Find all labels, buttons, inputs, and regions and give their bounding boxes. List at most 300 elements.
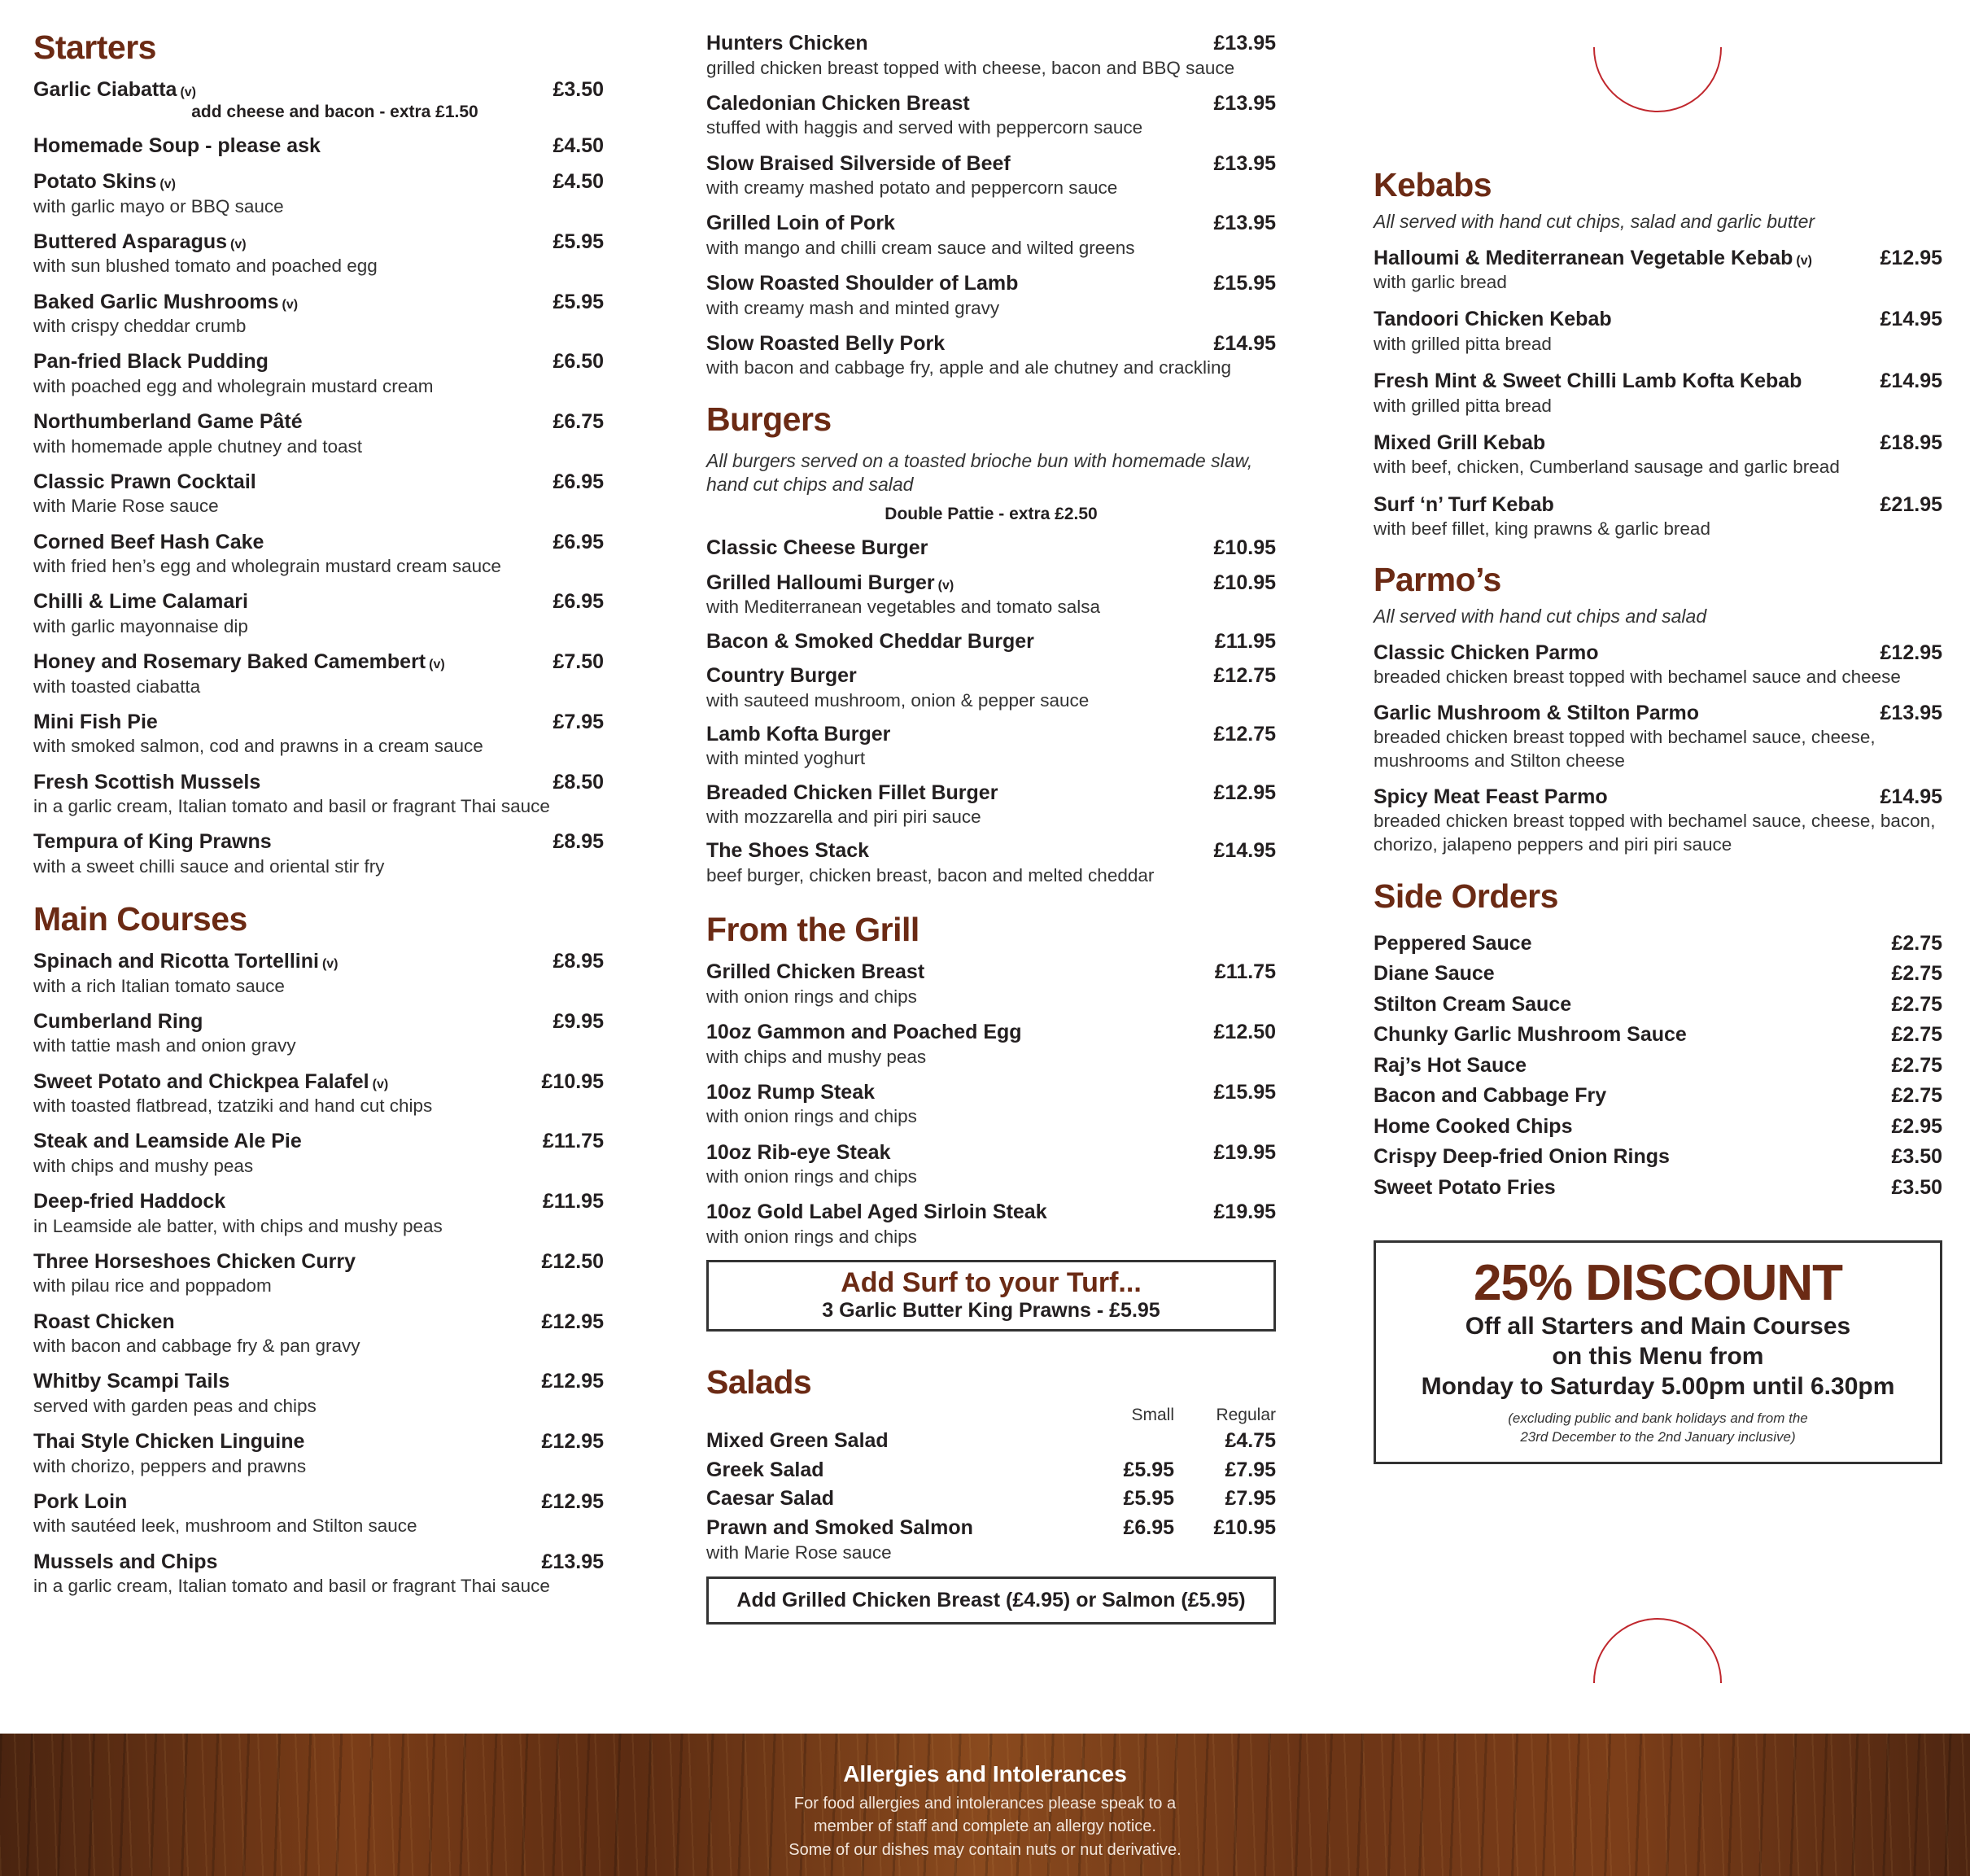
item-name bbox=[1374, 1144, 1670, 1170]
item-description: with garlic mayo or BBQ sauce bbox=[33, 195, 284, 216]
salad-addon-box: Add Grilled Chicken Breast (£4.95) or Salmon (£5.95) bbox=[706, 1576, 1276, 1625]
item-price: £14.95 bbox=[1880, 308, 1942, 331]
item-name-text: Garlic Mushroom & Stilton Parmo bbox=[1374, 701, 1700, 724]
item-name-text: Spinach and Ricotta Tortellini bbox=[33, 950, 319, 973]
item-name bbox=[706, 571, 954, 596]
burgers-section bbox=[706, 401, 1276, 888]
item-price: £14.95 bbox=[1880, 785, 1942, 808]
item-price: £5.95 bbox=[553, 230, 604, 253]
item-price: £13.95 bbox=[1213, 212, 1276, 235]
salad-price-small: £5.95 bbox=[1123, 1458, 1174, 1481]
item-name-text: Hunters Chicken bbox=[706, 32, 868, 55]
item-name-text: Breaded Chicken Fillet Burger bbox=[706, 781, 998, 804]
grill-list bbox=[706, 960, 1276, 1248]
menu-item bbox=[33, 1310, 604, 1358]
section-title: Starters bbox=[33, 28, 156, 66]
item-price: £2.95 bbox=[1891, 1114, 1942, 1138]
menu-item bbox=[706, 663, 1276, 712]
menu-item-row bbox=[1374, 1022, 1942, 1047]
item-name bbox=[1374, 701, 1699, 726]
menu-item-row bbox=[1374, 369, 1942, 394]
footer-line: member of staff and complete an allergy notice. bbox=[814, 1817, 1156, 1835]
item-name bbox=[706, 211, 895, 236]
item-price: £10.95 bbox=[541, 1069, 604, 1093]
item-price: £14.95 bbox=[1213, 839, 1276, 863]
item-description: with tattie mash and onion gravy bbox=[33, 1035, 296, 1056]
section-title: Parmo’s bbox=[1374, 561, 1501, 599]
menu-item bbox=[33, 829, 604, 878]
item-description: in a garlic cream, Italian tomato and basil or fragrant Thai sauce bbox=[33, 796, 550, 817]
item-price: £3.50 bbox=[1891, 1145, 1942, 1169]
menu-item bbox=[1374, 431, 1942, 479]
item-description: with grilled pitta bread bbox=[1374, 333, 1552, 354]
item-description: breaded chicken breast topped with bechamel sauce and cheese bbox=[1374, 667, 1901, 688]
menu-item-row bbox=[1374, 246, 1942, 271]
menu-item-row bbox=[1374, 992, 1942, 1017]
item-price: £3.50 bbox=[553, 78, 604, 102]
discount-box bbox=[1374, 1240, 1942, 1464]
item-price: £11.95 bbox=[1214, 629, 1276, 653]
item-name-text: Chilli & Lime Calamari bbox=[33, 590, 248, 614]
item-name bbox=[33, 1069, 388, 1095]
item-name-text: Pork Loin bbox=[33, 1489, 128, 1513]
menu-item-row bbox=[33, 1550, 604, 1575]
item-name bbox=[1374, 1114, 1572, 1139]
salad-name: Prawn and Smoked Salmon bbox=[706, 1515, 973, 1539]
allergy-footer bbox=[0, 1734, 1970, 1876]
item-name bbox=[1374, 307, 1612, 332]
menu-item bbox=[33, 649, 604, 698]
item-name-text: Steak and Leamside Ale Pie bbox=[33, 1130, 302, 1153]
item-description: with garlic mayonnaise dip bbox=[33, 615, 248, 636]
item-name-text: Tandoori Chicken Kebab bbox=[1374, 308, 1612, 331]
item-name-text: Mini Fish Pie bbox=[33, 710, 158, 733]
item-name-text: 10oz Gammon and Poached Egg bbox=[706, 1021, 1022, 1044]
menu-item-row bbox=[706, 331, 1276, 356]
item-name bbox=[33, 1550, 217, 1575]
item-price: £2.75 bbox=[1891, 992, 1942, 1016]
item-name-text: Sweet Potato Fries bbox=[1374, 1175, 1556, 1199]
menu-item-row bbox=[706, 271, 1276, 296]
item-name bbox=[33, 1189, 225, 1214]
menu-item-row bbox=[33, 589, 604, 614]
item-name bbox=[706, 31, 868, 56]
menu-item bbox=[33, 1129, 604, 1178]
item-price: £13.95 bbox=[1213, 32, 1276, 55]
section-title: Main Courses bbox=[33, 900, 247, 938]
menu-item bbox=[33, 1069, 604, 1118]
item-name bbox=[706, 271, 1018, 296]
item-name bbox=[706, 536, 928, 561]
item-name bbox=[1374, 492, 1554, 518]
menu-item bbox=[33, 409, 604, 458]
item-price: £11.95 bbox=[542, 1190, 604, 1213]
menu-item bbox=[33, 770, 604, 819]
salad-name: Mixed Green Salad bbox=[706, 1429, 889, 1453]
discount-line: on this Menu from bbox=[1552, 1343, 1764, 1371]
vegetarian-marker: (v) bbox=[230, 237, 247, 251]
item-name bbox=[706, 663, 857, 689]
item-price: £19.95 bbox=[1213, 1140, 1276, 1164]
sides-list bbox=[1374, 931, 1942, 1200]
menu-item-row bbox=[706, 838, 1276, 864]
item-price: £10.95 bbox=[1213, 536, 1276, 560]
item-name bbox=[1374, 431, 1545, 456]
item-price: £6.95 bbox=[553, 530, 604, 553]
item-name-text: Grilled Loin of Pork bbox=[706, 212, 895, 235]
item-description: with onion rings and chips bbox=[706, 1226, 917, 1247]
menu-item bbox=[33, 290, 604, 339]
vegetarian-marker: (v) bbox=[937, 578, 954, 593]
item-name bbox=[1374, 641, 1599, 666]
mains-list bbox=[33, 949, 604, 1598]
menu-item bbox=[706, 1080, 1276, 1129]
item-description: with toasted ciabatta bbox=[33, 676, 201, 697]
item-name-text: Grilled Chicken Breast bbox=[706, 960, 925, 984]
item-extra: add cheese and bacon - extra £1.50 bbox=[191, 102, 478, 121]
item-name bbox=[33, 1129, 302, 1154]
item-name bbox=[33, 829, 272, 855]
item-price: £4.50 bbox=[553, 133, 604, 157]
item-description: with sauteed mushroom, onion & pepper sauce bbox=[706, 689, 1090, 711]
item-name-text: Northumberland Game Pâté bbox=[33, 410, 303, 434]
item-name-text: Roast Chicken bbox=[33, 1310, 175, 1333]
vegetarian-marker: (v) bbox=[180, 85, 197, 100]
section-title: Burgers bbox=[706, 400, 832, 438]
item-name bbox=[1374, 992, 1571, 1017]
menu-item-row bbox=[33, 949, 604, 974]
menu-item bbox=[1374, 1175, 1942, 1200]
item-name-text: 10oz Rump Steak bbox=[706, 1080, 876, 1104]
menu-item-row bbox=[1374, 431, 1942, 456]
menu-item-row bbox=[706, 722, 1276, 747]
menu-item-row bbox=[1374, 492, 1942, 518]
menu-item bbox=[706, 960, 1276, 1008]
item-name-text: Bacon and Cabbage Fry bbox=[1374, 1084, 1607, 1108]
item-name bbox=[33, 133, 321, 159]
item-name-text: Sweet Potato and Chickpea Falafel bbox=[33, 1069, 369, 1093]
item-price: £21.95 bbox=[1880, 492, 1942, 516]
menu-item-row bbox=[33, 1489, 604, 1515]
item-name bbox=[1374, 1083, 1606, 1109]
starters-section bbox=[33, 29, 604, 878]
item-name-text: Mussels and Chips bbox=[33, 1550, 218, 1573]
item-name bbox=[706, 1140, 891, 1165]
menu-item-row bbox=[706, 571, 1276, 596]
item-name-text: Country Burger bbox=[706, 664, 857, 688]
menu-item bbox=[33, 1550, 604, 1598]
menu-item bbox=[33, 1189, 604, 1238]
salad-name: Caesar Salad bbox=[706, 1487, 835, 1511]
item-name bbox=[706, 960, 924, 985]
salad-price-regular: £7.95 bbox=[1225, 1487, 1276, 1511]
item-name bbox=[33, 770, 260, 795]
item-description: with a rich Italian tomato sauce bbox=[33, 975, 285, 996]
item-price: £2.75 bbox=[1891, 931, 1942, 955]
menu-item-row bbox=[706, 663, 1276, 689]
kebabs-list bbox=[1374, 246, 1942, 541]
item-name-text: Bacon & Smoked Cheddar Burger bbox=[706, 629, 1034, 653]
menu-item bbox=[706, 331, 1276, 380]
footer-line: For food allergies and intolerances please speak to a bbox=[793, 1795, 1177, 1813]
item-description: with smoked salmon, cod and prawns in a cream sauce bbox=[33, 736, 483, 757]
item-price: £11.75 bbox=[1214, 960, 1276, 984]
item-price: £12.75 bbox=[1213, 722, 1276, 746]
menu-item bbox=[33, 1009, 604, 1058]
menu-item-row bbox=[1374, 307, 1942, 332]
salad-column-headers bbox=[706, 1406, 1276, 1425]
item-description: with creamy mashed potato and peppercorn sauce bbox=[706, 177, 1118, 198]
parmos-intro: All served with hand cut chips and salad bbox=[1374, 606, 1707, 628]
item-description: in Leamside ale batter, with chips and mushy peas bbox=[33, 1215, 443, 1236]
item-description: with poached egg and wholegrain mustard cream bbox=[33, 375, 434, 396]
grill-section bbox=[706, 912, 1276, 1248]
salad-name: Greek Salad bbox=[706, 1458, 824, 1481]
menu-item-row bbox=[33, 470, 604, 495]
salads-section bbox=[706, 1364, 1276, 1624]
item-description: with fried hen’s egg and wholegrain mustard cream sauce bbox=[33, 556, 501, 577]
menu-item bbox=[33, 1489, 604, 1538]
parmos-list bbox=[1374, 641, 1942, 857]
item-name-text: Honey and Rosemary Baked Camembert bbox=[33, 650, 426, 674]
section-title: Kebabs bbox=[1374, 166, 1492, 203]
menu-item-row bbox=[33, 169, 604, 195]
item-name-text: Classic Chicken Parmo bbox=[1374, 641, 1599, 664]
item-name bbox=[1374, 1175, 1556, 1200]
menu-item-row bbox=[1374, 961, 1942, 986]
menu-item-row bbox=[33, 230, 604, 255]
menu-item-row bbox=[33, 77, 604, 103]
item-name-text: Pan-fried Black Pudding bbox=[33, 350, 269, 374]
salad-row bbox=[706, 1486, 1276, 1511]
item-description: with onion rings and chips bbox=[706, 986, 917, 1007]
menu-item bbox=[706, 571, 1276, 619]
menu-item bbox=[706, 781, 1276, 829]
item-name bbox=[706, 629, 1034, 654]
item-name bbox=[33, 1009, 203, 1034]
item-price: £5.95 bbox=[553, 290, 604, 313]
menu-item bbox=[706, 629, 1276, 654]
menu-item bbox=[1374, 1083, 1942, 1109]
item-name bbox=[33, 349, 269, 374]
menu-item-row bbox=[33, 1009, 604, 1034]
discount-note bbox=[1384, 1410, 1932, 1447]
item-description: with mango and chilli cream sauce and wilted greens bbox=[706, 237, 1135, 258]
menu-item-row bbox=[1374, 1175, 1942, 1200]
item-name-text: Classic Prawn Cocktail bbox=[33, 470, 256, 493]
kebabs-section bbox=[1374, 167, 1942, 540]
item-name bbox=[33, 409, 303, 435]
menu-item-row bbox=[706, 781, 1276, 806]
item-description: with minted yoghurt bbox=[706, 748, 866, 769]
item-price: £8.95 bbox=[553, 950, 604, 973]
item-name bbox=[33, 530, 264, 555]
menu-item bbox=[33, 1249, 604, 1298]
menu-item-row bbox=[33, 1129, 604, 1154]
item-name-text: Mixed Grill Kebab bbox=[1374, 431, 1546, 454]
item-description: with onion rings and chips bbox=[706, 1166, 917, 1187]
item-name-text: Whitby Scampi Tails bbox=[33, 1370, 230, 1393]
item-price: £12.50 bbox=[1213, 1021, 1276, 1044]
item-price: £8.50 bbox=[553, 770, 604, 794]
item-price: £2.75 bbox=[1891, 1084, 1942, 1108]
item-description: with creamy mash and minted gravy bbox=[706, 297, 1000, 318]
menu-item bbox=[706, 722, 1276, 771]
menu-item bbox=[1374, 931, 1942, 956]
section-title: From the Grill bbox=[706, 911, 919, 949]
menu-item-row bbox=[33, 1069, 604, 1095]
item-description: with sun blushed tomato and poached egg bbox=[33, 256, 378, 277]
salad-row bbox=[706, 1428, 1276, 1454]
item-description: stuffed with haggis and served with peppercorn sauce bbox=[706, 117, 1143, 138]
footer-nuts-warning: Some of our dishes may contain nuts or nut derivative. bbox=[788, 1841, 1182, 1859]
item-name bbox=[1374, 1053, 1527, 1078]
menu-item bbox=[1374, 1053, 1942, 1078]
item-name bbox=[1374, 246, 1812, 271]
vegetarian-marker: (v) bbox=[159, 177, 176, 192]
item-price: £13.95 bbox=[541, 1550, 604, 1573]
item-price: £14.95 bbox=[1213, 331, 1276, 355]
item-price: £12.95 bbox=[541, 1489, 604, 1513]
menu-item bbox=[1374, 1144, 1942, 1170]
item-description: with grilled pitta bread bbox=[1374, 395, 1552, 416]
item-name bbox=[1374, 1022, 1687, 1047]
item-name-text: Stilton Cream Sauce bbox=[1374, 992, 1572, 1016]
menu-item-row bbox=[706, 960, 1276, 985]
menu-item-row bbox=[1374, 1083, 1942, 1109]
menu-item bbox=[33, 1429, 604, 1478]
item-price: £19.95 bbox=[1213, 1200, 1276, 1224]
menu-item-row bbox=[33, 1249, 604, 1275]
salad-row bbox=[706, 1515, 1276, 1541]
item-name bbox=[33, 1249, 356, 1275]
item-description: with garlic bread bbox=[1374, 272, 1507, 293]
menu-item-row bbox=[706, 151, 1276, 177]
item-name bbox=[33, 230, 247, 255]
item-price: £12.75 bbox=[1213, 664, 1276, 688]
item-price: £12.95 bbox=[1880, 641, 1942, 664]
item-name bbox=[706, 838, 869, 864]
item-name bbox=[706, 781, 998, 806]
item-name bbox=[33, 1429, 304, 1454]
menu-item-row bbox=[706, 536, 1276, 561]
vegetarian-marker: (v) bbox=[321, 957, 339, 972]
item-name-text: Raj’s Hot Sauce bbox=[1374, 1053, 1527, 1077]
mains-section bbox=[33, 901, 604, 1598]
item-name-text: Halloumi & Mediterranean Vegetable Kebab bbox=[1374, 246, 1793, 269]
item-price: £13.95 bbox=[1213, 151, 1276, 175]
item-description: with Marie Rose sauce bbox=[33, 496, 219, 517]
section-title: Side Orders bbox=[1374, 877, 1558, 915]
item-description: with Mediterranean vegetables and tomato salsa bbox=[706, 597, 1101, 618]
menu-item bbox=[706, 1020, 1276, 1069]
item-name bbox=[706, 91, 970, 116]
menu-item-row bbox=[706, 1200, 1276, 1225]
menu-item-row bbox=[706, 1080, 1276, 1105]
item-description: beef burger, chicken breast, bacon and melted cheddar bbox=[706, 864, 1155, 886]
item-name-text: Baked Garlic Mushrooms bbox=[33, 290, 279, 313]
menu-item-row bbox=[33, 530, 604, 555]
item-price: £2.75 bbox=[1891, 1053, 1942, 1077]
menu-item-row bbox=[1374, 641, 1942, 666]
menu-item-row bbox=[1374, 1114, 1942, 1139]
salad-price-small: £5.95 bbox=[1123, 1487, 1174, 1511]
salad-price-regular: £10.95 bbox=[1213, 1515, 1276, 1539]
column-left bbox=[33, 29, 604, 1609]
salad-col-small: Small bbox=[1131, 1406, 1174, 1425]
menu-item bbox=[33, 470, 604, 518]
item-name-text: Lamb Kofta Burger bbox=[706, 722, 891, 746]
item-price: £6.95 bbox=[553, 470, 604, 493]
item-description: breaded chicken breast topped with bechamel sauce, cheese, mushrooms and Stilton cheese bbox=[1374, 727, 1876, 772]
menu-item-row bbox=[706, 91, 1276, 116]
item-description: with chips and mushy peas bbox=[706, 1046, 927, 1067]
item-name bbox=[706, 1020, 1022, 1045]
item-name-text: Spicy Meat Feast Parmo bbox=[1374, 785, 1608, 808]
item-description: with chips and mushy peas bbox=[33, 1155, 254, 1176]
item-price: £15.95 bbox=[1213, 1080, 1276, 1104]
item-name bbox=[33, 470, 256, 495]
item-description: breaded chicken breast topped with bechamel sauce, cheese, bacon, chorizo, jalapeno peppers and piri piri sauce bbox=[1374, 811, 1936, 855]
menu-item-row bbox=[1374, 1144, 1942, 1170]
menu-item bbox=[1374, 307, 1942, 356]
menu-item bbox=[706, 151, 1276, 200]
item-name bbox=[33, 1489, 127, 1515]
menu-item-row bbox=[33, 290, 604, 315]
item-price: £7.95 bbox=[553, 710, 604, 733]
discount-note-line: (excluding public and bank holidays and from the bbox=[1508, 1410, 1808, 1427]
item-description: with onion rings and chips bbox=[706, 1106, 917, 1127]
vegetarian-marker: (v) bbox=[282, 297, 299, 312]
column-middle bbox=[706, 31, 1276, 1625]
item-name-text: Slow Braised Silverside of Beef bbox=[706, 151, 1011, 175]
menu-item bbox=[33, 349, 604, 398]
item-name-text: Potato Skins bbox=[33, 170, 157, 194]
discount-title: 25% DISCOUNT bbox=[1473, 1255, 1843, 1312]
item-price: £11.75 bbox=[542, 1130, 604, 1153]
menu-item-row bbox=[706, 31, 1276, 56]
item-name-text: Fresh Scottish Mussels bbox=[33, 770, 261, 794]
menu-item-row bbox=[33, 349, 604, 374]
menu-item-row bbox=[33, 649, 604, 675]
menu-item bbox=[706, 271, 1276, 320]
menu-item bbox=[1374, 1022, 1942, 1047]
item-description: with a sweet chilli sauce and oriental stir fry bbox=[33, 855, 385, 877]
menu-item bbox=[1374, 1114, 1942, 1139]
item-description: with toasted flatbread, tzatziki and hand cut chips bbox=[33, 1095, 433, 1117]
surf-turf-box bbox=[706, 1260, 1276, 1332]
item-name-text: 10oz Rib-eye Steak bbox=[706, 1140, 891, 1164]
menu-item-row bbox=[33, 1310, 604, 1335]
item-name bbox=[33, 169, 176, 195]
footer-title: Allergies and Intolerances bbox=[843, 1761, 1127, 1786]
item-price: £15.95 bbox=[1213, 272, 1276, 295]
section-title: Salads bbox=[706, 1363, 812, 1402]
menu-item bbox=[1374, 641, 1942, 689]
menu-item bbox=[706, 91, 1276, 140]
surf-turf-subtitle: 3 Garlic Butter King Prawns - £5.95 bbox=[822, 1299, 1160, 1323]
menu-item bbox=[1374, 992, 1942, 1017]
menu-item bbox=[33, 530, 604, 579]
item-name-text: Slow Roasted Shoulder of Lamb bbox=[706, 272, 1019, 295]
item-name-text: Buttered Asparagus bbox=[33, 230, 228, 253]
item-name-text: Deep-fried Haddock bbox=[33, 1190, 226, 1213]
item-name-text: Crispy Deep-fried Onion Rings bbox=[1374, 1145, 1670, 1169]
menu-item bbox=[1374, 701, 1942, 773]
item-price: £4.50 bbox=[553, 170, 604, 194]
salads-list bbox=[706, 1428, 1276, 1564]
item-name bbox=[706, 1200, 1047, 1225]
